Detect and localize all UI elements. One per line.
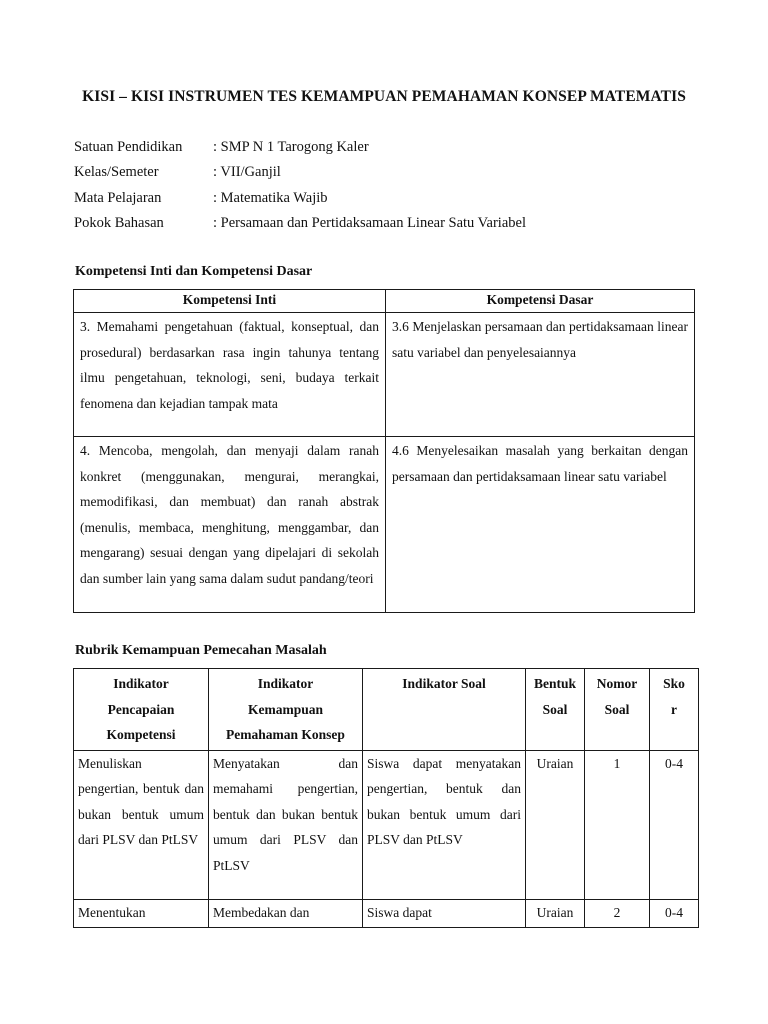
meta-value: : Matematika Wajib: [213, 189, 328, 206]
meta-label: Satuan Pendidikan: [74, 139, 183, 155]
header-line: Indikator: [257, 676, 314, 691]
header-indikator-pencapaian: [74, 669, 209, 751]
cell-kompetensi-dasar: 3.6 Menjelaskan persamaan dan pertidaksamaan linear satu variabel dan penyelesaiannya: [386, 313, 695, 437]
table-header-row: [74, 669, 699, 751]
cell-kompetensi-inti: 4. Mencoba, mengolah, dan menyaji dalam ranah konkret (menggunakan, mengurai, merangkai, memodifikasi, dan membuat) dan ranah abstrak (menulis, membaca, menghitung, menggambar, dan mengarang) sesuai dengan yang dipelajari di sekolah dan sumber lain yang sama dalam sudut pandang/teori: [74, 437, 386, 613]
meta-row-kelas: [74, 162, 526, 187]
header-line: Bentuk: [533, 676, 577, 691]
kompetensi-heading: Kompetensi Inti dan Kompetensi Dasar: [75, 264, 313, 279]
cell-indikator-kemampuan: Menyatakan dan memahami pengertian, bentuk dan bukan bentuk umum dari PLSV dan PtLSV: [209, 750, 363, 899]
rubrik-table: [73, 668, 699, 928]
document-title: KISI – KISI INSTRUMEN TES KEMAMPUAN PEMAHAMAN KONSEP MATEMATIS: [82, 88, 686, 105]
rubrik-heading: Rubrik Kemampuan Pemecahan Masalah: [75, 643, 327, 658]
header-line: Pemahaman Konsep: [226, 727, 345, 742]
cell-indikator-kemampuan: Membedakan dan: [209, 899, 363, 927]
cell-bentuk-soal: Uraian: [526, 750, 585, 899]
header-kompetensi-dasar: Kompetensi Dasar: [386, 290, 695, 313]
table-header-row: [74, 290, 695, 313]
header-indikator-kemampuan: [209, 669, 363, 751]
kompetensi-table: [73, 289, 695, 613]
header-line: Indikator: [113, 676, 169, 691]
cell-skor: 0-4: [650, 899, 699, 927]
cell-kompetensi-dasar: 4.6 Menyelesaikan masalah yang berkaitan dengan persamaan dan pertidaksamaan linear satu variabel: [386, 437, 695, 613]
cell-indikator-soal: Siswa dapat menyatakan pengertian, bentuk dan bukan bentuk umum dari PLSV dan PtLSV: [363, 750, 526, 899]
cell-indikator-pencapaian: Menuliskan pengertian, bentuk dan bukan bentuk umum dari PLSV dan PtLSV: [74, 750, 209, 899]
table-row: [74, 313, 695, 437]
cell-bentuk-soal: Uraian: [526, 899, 585, 927]
header-line: Pencapaian: [107, 701, 175, 717]
header-line: Nomor: [596, 676, 638, 691]
meta-label: Kelas/Semeter: [74, 164, 159, 181]
meta-value: : VII/Ganjil: [213, 164, 281, 181]
meta-row-mapel: [74, 188, 526, 213]
cell-nomor-soal: 2: [585, 899, 650, 927]
meta-value: : SMP N 1 Tarogong Kaler: [213, 139, 369, 155]
identity-block: [74, 137, 526, 238]
meta-value: : Persamaan dan Pertidaksamaan Linear Satu Variabel: [213, 214, 526, 231]
table-row: [74, 750, 699, 899]
table-row: [74, 899, 699, 927]
header-bentuk-soal: [526, 669, 585, 751]
table-row: [74, 437, 695, 613]
header-line: Soal: [542, 701, 568, 717]
meta-row-pokok: [74, 213, 526, 238]
header-skor: [650, 669, 699, 751]
cell-nomor-soal: 1: [585, 750, 650, 899]
meta-label: Pokok Bahasan: [74, 214, 164, 231]
cell-indikator-soal: Siswa dapat: [363, 899, 526, 927]
header-line: Soal: [604, 701, 630, 717]
header-line: Kompetensi: [106, 727, 176, 742]
meta-row-satuan: [74, 137, 526, 162]
header-nomor-soal: [585, 669, 650, 751]
meta-label: Mata Pelajaran: [74, 189, 162, 206]
cell-skor: 0-4: [650, 750, 699, 899]
header-kompetensi-inti: Kompetensi Inti: [74, 290, 386, 313]
header-line: r: [671, 701, 677, 717]
cell-indikator-pencapaian: Menentukan: [74, 899, 209, 927]
cell-kompetensi-inti: 3. Memahami pengetahuan (faktual, konseptual, dan prosedural) berdasarkan rasa ingin tahunya tentang ilmu pengetahuan, teknologi, seni, budaya terkait fenomena dan kejadian tampak mata: [74, 313, 386, 437]
header-line: Kemampuan: [247, 701, 323, 717]
header-line: Sko: [663, 676, 685, 691]
header-indikator-soal: Indikator Soal: [363, 669, 526, 751]
